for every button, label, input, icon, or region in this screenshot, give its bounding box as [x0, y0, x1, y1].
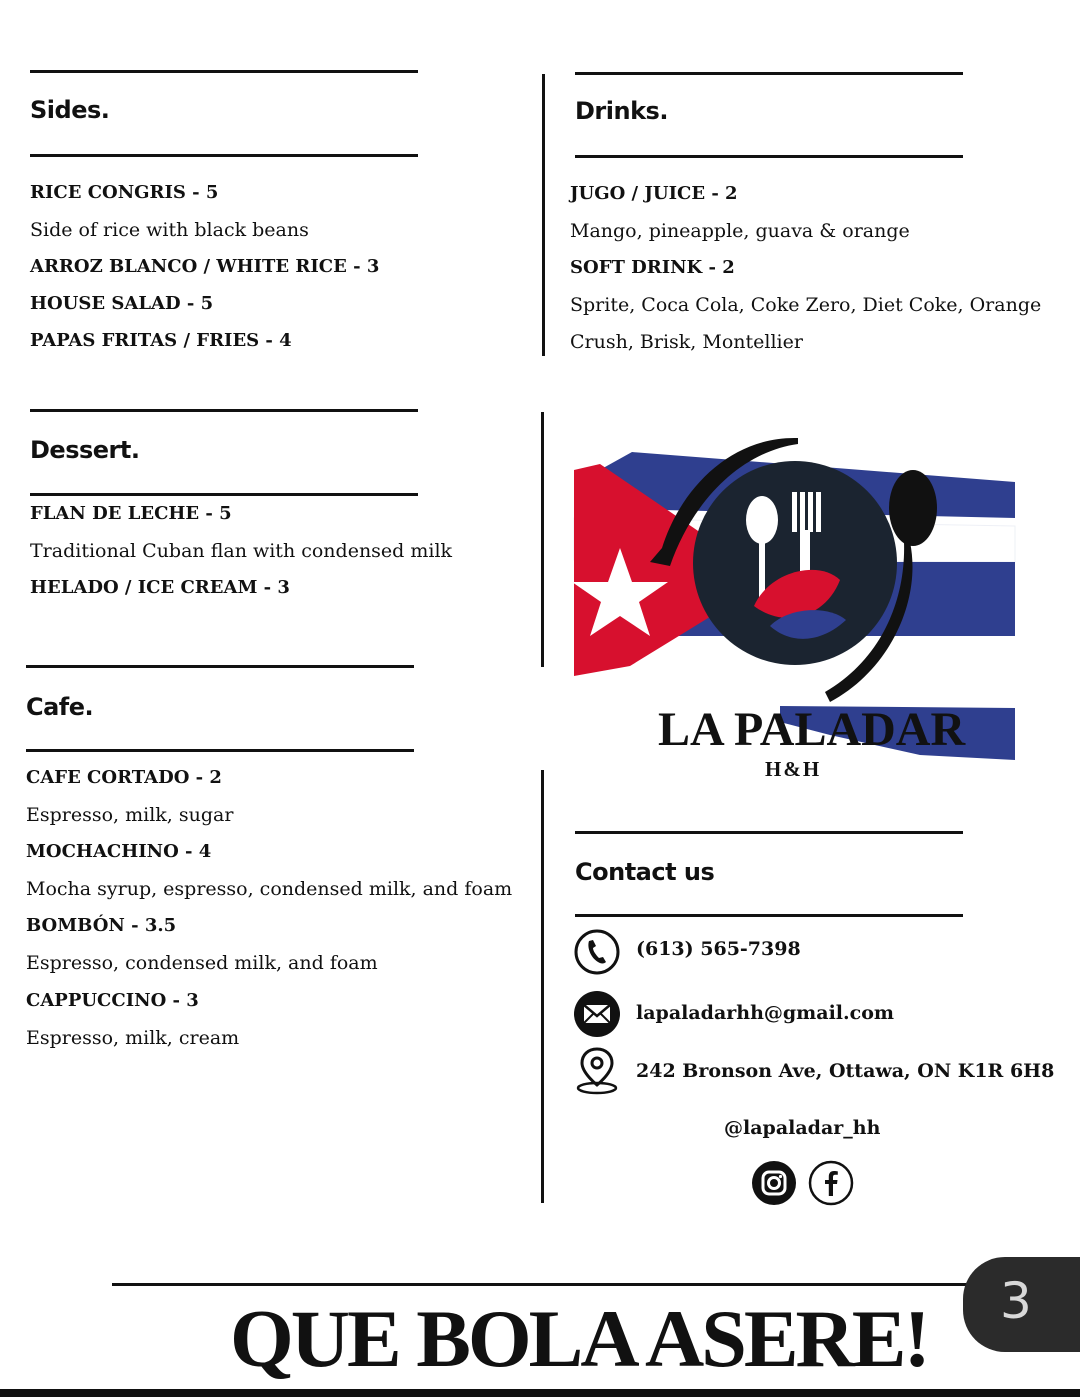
column-divider [541, 412, 544, 667]
sides-item: Side of rice with black beans [30, 219, 309, 241]
drinks-item: Crush, Brisk, Montellier [570, 331, 803, 353]
email-link[interactable]: lapaladarhh@gmail.com [636, 1002, 894, 1024]
instagram-icon[interactable] [751, 1160, 797, 1211]
contact-title: Contact us [575, 858, 715, 886]
drinks-rule-top [575, 72, 963, 75]
phone-number-link[interactable]: (613) 565-7398 [636, 938, 801, 960]
cafe-item: Espresso, milk, sugar [26, 804, 234, 826]
cafe-item: Espresso, milk, cream [26, 1027, 240, 1049]
social-handle-link[interactable]: @lapaladar_hh [724, 1117, 881, 1139]
footer-rule [112, 1283, 972, 1286]
location-pin-icon [572, 1045, 622, 1102]
cafe-item: Espresso, condensed milk, and foam [26, 952, 378, 974]
cafe-item: Mocha syrup, espresso, condensed milk, and foam [26, 878, 513, 900]
dessert-title: Dessert. [30, 436, 140, 464]
drinks-item: SOFT DRINK - 2 [570, 257, 735, 278]
cafe-item: CAPPUCCINO - 3 [26, 990, 199, 1011]
cafe-rule-top [26, 665, 414, 668]
sides-rule-bottom [30, 154, 418, 157]
cafe-item: CAFE CORTADO - 2 [26, 767, 222, 788]
page-number: 3 [1000, 1272, 1032, 1330]
drinks-rule-bottom [575, 155, 963, 158]
dessert-item: HELADO / ICE CREAM - 3 [30, 577, 290, 598]
contact-rule-bottom [575, 914, 963, 917]
sides-title: Sides. [30, 96, 110, 124]
phone-icon [572, 927, 622, 982]
logo-subtitle: H&H [765, 757, 822, 781]
dessert-rule-top [30, 409, 418, 412]
cafe-title: Cafe. [26, 693, 94, 721]
cafe-item: BOMBÓN - 3.5 [26, 915, 177, 936]
envelope-icon [572, 989, 622, 1044]
contact-rule-top [575, 831, 963, 834]
address-link[interactable]: 242 Bronson Ave, Ottawa, ON K1R 6H8 [636, 1060, 1055, 1082]
column-divider [541, 770, 544, 1203]
sides-item: HOUSE SALAD - 5 [30, 293, 214, 314]
column-divider [542, 74, 545, 356]
bottom-bar [0, 1389, 1080, 1397]
sides-rule-top [30, 70, 418, 73]
drinks-item: Mango, pineapple, guava & orange [570, 220, 910, 242]
dessert-item: FLAN DE LECHE - 5 [30, 503, 232, 524]
drinks-item: JUGO / JUICE - 2 [570, 183, 738, 204]
dessert-rule-bottom [30, 493, 418, 496]
drinks-item: Sprite, Coca Cola, Coke Zero, Diet Coke, Orange [570, 294, 1042, 316]
sides-item: ARROZ BLANCO / WHITE RICE - 3 [30, 256, 380, 277]
footer-slogan: QUE BOLA ASERE! [230, 1293, 928, 1384]
facebook-icon[interactable] [808, 1160, 854, 1211]
cafe-item: MOCHACHINO - 4 [26, 841, 212, 862]
cafe-rule-bottom [26, 749, 414, 752]
logo-name: LA PALADAR [658, 703, 966, 756]
sides-item: PAPAS FRITAS / FRIES - 4 [30, 330, 292, 351]
drinks-title: Drinks. [575, 97, 668, 125]
sides-item: RICE CONGRIS - 5 [30, 182, 219, 203]
dessert-item: Traditional Cuban flan with condensed milk [30, 540, 453, 562]
